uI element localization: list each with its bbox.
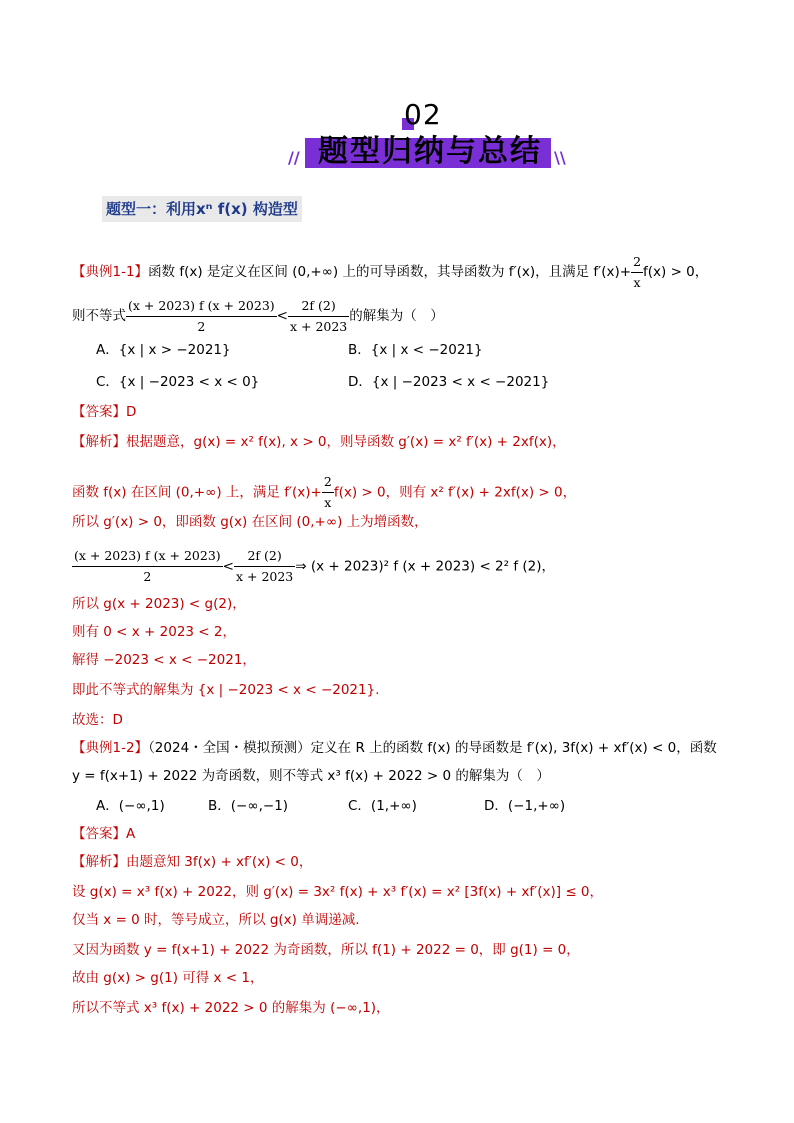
- example-1-1-less-than: <: [276, 308, 288, 324]
- example-1-1-option-a: A．{x | x > −2021}: [96, 342, 231, 358]
- example-1-1-answer: 【答案】D: [72, 404, 137, 420]
- example-1-1-solution-tag: 【解析】: [72, 434, 126, 450]
- example-1-1-solution-6: 则有 0 < x + 2023 < 2，: [72, 624, 236, 640]
- example-1-2-option-c: C．(1,+∞): [348, 798, 417, 814]
- example-1-1-fraction-left: $\frac{(x + 2023) f (x + 2023)}{2}$: [128, 298, 275, 334]
- example-1-1-solution-4-tail: ⇒ (x + 2023)² f (x + 2023) < 2² f (2)，: [295, 558, 556, 575]
- example-1-1-option-c: C．{x | −2023 < x < 0}: [96, 374, 260, 390]
- example-1-1-line-2-prefix: 则不等式: [72, 308, 126, 324]
- example-1-2-option-b: B．(−∞,−1): [208, 798, 289, 814]
- example-1-2-line-1-text: （2024・全国・模拟预测）定义在 R 上的函数 f(x) 的导函数是 f′(x), 3f(x) + xf′(x) < 0，函数: [148, 740, 717, 756]
- example-1-1-solution-2-fraction: $\frac{2}{x}$: [323, 474, 332, 510]
- example-1-1-solution-4-fraction-right: $\frac{2f (2)}{x + 2023}$: [235, 548, 294, 584]
- example-1-1-line-2-suffix: 的解集为（ ）: [349, 308, 444, 324]
- example-1-1-text: 函数 f(x) 是定义在区间 (0,+∞) 上的可导函数，其导函数为 f′(x)，且满足 f′(x)+: [148, 264, 632, 280]
- example-1-2-solution-1-text: 由题意知 3f(x) + xf′(x) < 0，: [126, 854, 313, 870]
- example-1-1-line-2: [72, 296, 444, 337]
- example-1-2-solution-tag: 【解析】: [72, 854, 126, 870]
- example-1-1-solution-4-fraction-left: $\frac{(x + 2023) f (x + 2023)}{2}$: [74, 548, 221, 584]
- example-1-1-option-d: D．{x | −2023 < x < −2021}: [348, 374, 550, 390]
- header-slash-left: //: [288, 148, 300, 167]
- example-1-1-fraction-right: $\frac{2f (2)}{x + 2023}$: [289, 298, 348, 334]
- example-1-2-solution-4: 又因为函数 y = f(x+1) + 2022 为奇函数，所以 f(1) + 2022 = 0，即 g(1) = 0，: [72, 942, 580, 958]
- type-heading: 题型一：利用xⁿ f(x) 构造型: [102, 196, 302, 222]
- example-1-2-option-a: A．(−∞,1): [96, 798, 165, 814]
- example-1-1-solution-3: 所以 g′(x) > 0，即函数 g(x) 在区间 (0,+∞) 上为增函数，: [72, 514, 428, 530]
- example-1-1-solution-7: 解得 −2023 < x < −2021，: [72, 652, 256, 668]
- example-1-1-solution-1-text: 根据题意，g(x) = x² f(x), x > 0，则导函数 g′(x) = x² f′(x) + 2xf(x)，: [126, 434, 566, 450]
- example-1-1-fraction: $\frac{2}{x}$: [633, 254, 642, 290]
- example-1-1-solution-2-b: f(x) > 0，则有 x² f′(x) + 2xf(x) > 0，: [333, 484, 577, 501]
- example-1-1-solution-9: 故选：D: [72, 712, 123, 728]
- example-1-1-solution-2-a: 函数 f(x) 在区间 (0,+∞) 上，满足 f′(x)+: [72, 484, 322, 501]
- header-title: 题型归纳与总结: [318, 134, 542, 169]
- example-1-2-tag: 【典例1-2】: [72, 740, 149, 756]
- example-1-2-solution-1: [72, 852, 312, 872]
- example-1-1-solution-5: 所以 g(x + 2023) < g(2)，: [72, 596, 246, 612]
- example-1-1-tag: 【典例1-1】: [72, 264, 149, 280]
- header-slash-right: \\: [554, 148, 566, 167]
- example-1-1-solution-8: 即此不等式的解集为 {x | −2023 < x < −2021}.: [72, 682, 380, 698]
- example-1-2-solution-3: 仅当 x = 0 时，等号成立，所以 g(x) 单调递减.: [72, 912, 360, 928]
- example-1-1-solution-4: [72, 546, 555, 587]
- example-1-1-option-b: B．{x | x < −2021}: [348, 342, 483, 358]
- example-1-2-line-2: y = f(x+1) + 2022 为奇函数，则不等式 x³ f(x) + 2022 > 0 的解集为（ ）: [72, 768, 550, 784]
- example-1-1-line-1: [72, 252, 708, 293]
- example-1-1-text-tail: f(x) > 0，: [643, 264, 709, 280]
- example-1-2-solution-5: 故由 g(x) > g(1) 可得 x < 1，: [72, 970, 264, 986]
- example-1-1-solution-1: [72, 432, 566, 452]
- example-1-2-option-d: D．(−1,+∞): [484, 798, 566, 814]
- example-1-2-answer: 【答案】A: [72, 826, 136, 842]
- header-number: 02: [404, 98, 442, 131]
- example-1-2-line-1: [72, 738, 717, 758]
- example-1-1-solution-4-less-than: <: [222, 558, 234, 575]
- example-1-1-solution-2: [72, 472, 576, 513]
- example-1-2-solution-2: 设 g(x) = x³ f(x) + 2022，则 g′(x) = 3x² f(x) + x³ f′(x) = x² [3f(x) + xf′(x)] ≤ 0，: [72, 884, 604, 900]
- example-1-2-solution-6: 所以不等式 x³ f(x) + 2022 > 0 的解集为 (−∞,1)，: [72, 1000, 390, 1016]
